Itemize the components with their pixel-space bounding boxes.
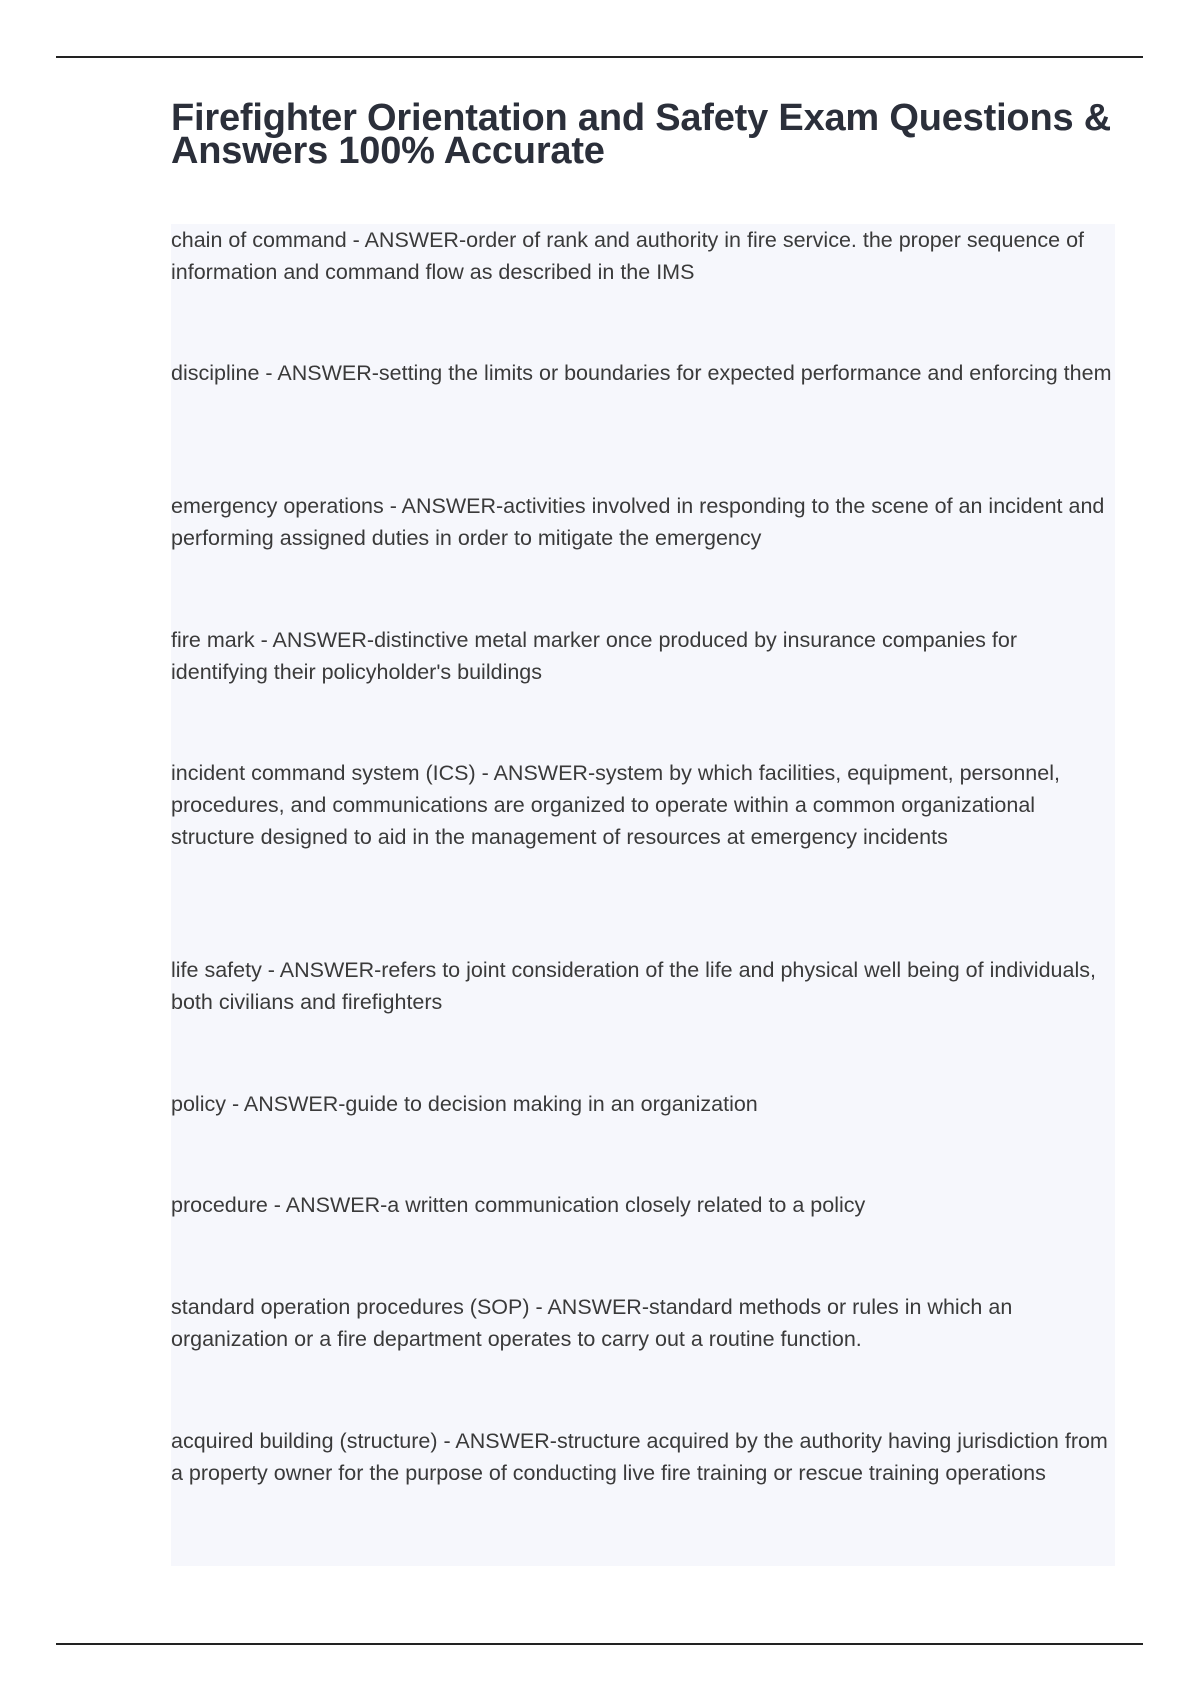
- qa-entry: policy - ANSWER-guide to decision making in an organization: [171, 1092, 758, 1116]
- document-title: Firefighter Orientation and Safety Exam Questions & Answers 100% Accurate: [171, 97, 1111, 172]
- qa-entry: chain of command - ANSWER-order of rank and authority in fire service. the proper sequence of information and command flow as described in the IMS: [171, 228, 1084, 284]
- bottom-rule: [56, 1643, 1143, 1645]
- qa-entry: procedure - ANSWER-a written communication closely related to a policy: [171, 1193, 866, 1217]
- qa-entry: incident command system (ICS) - ANSWER-system by which facilities, equipment, personnel, procedures, and communications are organized to operate within a common organizational structure designed to aid in the management of resources at emergency incidents: [171, 761, 1060, 849]
- qa-block: [171, 224, 1115, 1566]
- qa-entry: fire mark - ANSWER-distinctive metal marker once produced by insurance companies for identifying their policyholder's buildings: [171, 628, 1017, 684]
- qa-entry: acquired building (structure) - ANSWER-structure acquired by the authority having jurisdiction from a property owner for the purpose of conducting live fire training or rescue training operations: [171, 1429, 1108, 1485]
- qa-entry: standard operation procedures (SOP) - ANSWER-standard methods or rules in which an organization or a fire department operates to carry out a routine function.: [171, 1295, 1013, 1351]
- qa-entry: discipline - ANSWER-setting the limits or boundaries for expected performance and enforcing them: [171, 361, 1112, 385]
- qa-entry: life safety - ANSWER-refers to joint consideration of the life and physical well being of individuals, both civilians and firefighters: [171, 958, 1096, 1014]
- qa-entry: emergency operations - ANSWER-activities involved in responding to the scene of an incident and performing assigned duties in order to mitigate the emergency: [171, 494, 1105, 550]
- top-rule: [56, 56, 1143, 58]
